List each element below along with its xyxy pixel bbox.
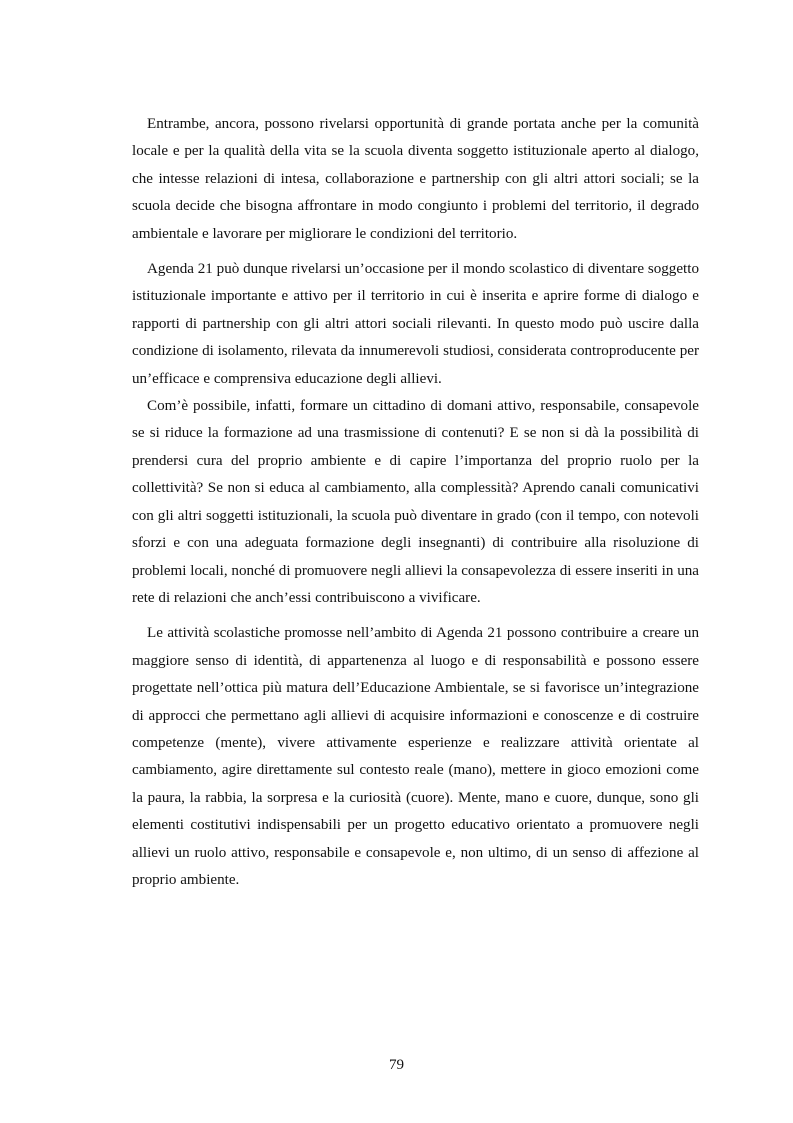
body-text <box>132 111 699 894</box>
paragraph-1: Entrambe, ancora, possono rivelarsi opportunità di grande portata anche per la comunità locale e per la qualità della vita se la scuola diventa soggetto istituzionale aperto al dialogo, che intesse relazioni di intesa, collaborazione e partnership con gli altri attori sociali; se la scuola decide che bisogna affrontare in modo congiunto i problemi del territorio, il degrado ambientale e lavorare per migliorare le condizioni del territorio. <box>132 116 699 242</box>
page-number: 79 <box>388 1057 405 1073</box>
paragraph-4: Le attività scolastiche promosse nell’ambito di Agenda 21 possono contribuire a creare un maggiore senso di identità, di appartenenza al luogo e di responsabilità e possono essere progettate nell’ottica più matura dell’Educazione Ambientale, se si favorisce un’integrazione di approcci che permettano agli allievi di acquisire informazioni e conoscenze e di costruire competenze (mente), vivere attivamente esperienze e realizzare attività orientate al cambiamento, agire direttamente sul contesto reale (mano), mettere in gioco emozioni come la paura, la rabbia, la sorpresa e la curiosità (cuore). Mente, mano e cuore, dunque, sono gli elementi costitutivi indispensabili per un progetto educativo orientato a promuovere negli allievi un ruolo attivo, responsabile e consapevole e, non ultimo, di un senso di affezione al proprio ambiente. <box>132 625 699 888</box>
paragraph-3: Com’è possibile, infatti, formare un cittadino di domani attivo, responsabile, consapevole se si riduce la formazione ad una trasmissione di contenuti? E se non si dà la possibilità di prendersi cura del proprio ambiente e di capire l’importanza del proprio ruolo per la collettività? Se non si educa al cambiamento, alla complessità? Aprendo canali comunicativi con gli altri soggetti istituzionali, la scuola può diventare in grado (con il tempo, con notevoli sforzi e con una adeguata formazione degli insegnanti) di contribuire alla risoluzione di problemi locali, nonché di promuovere negli allievi la consapevolezza di essere inseriti in una rete di relazioni che anch’essi contribuiscono a vivificare. <box>132 398 699 606</box>
paragraph-2: Agenda 21 può dunque rivelarsi un’occasione per il mondo scolastico di diventare soggetto istituzionale importante e attivo per il territorio in cui è inserita e aprire forme di dialogo e rapporti di partnership con gli altri attori sociali rilevanti. In questo modo può uscire dalla condizione di isolamento, rilevata da innumerevoli studiosi, considerata controproducente per un’efficace e comprensiva educazione degli allievi. <box>132 261 699 387</box>
